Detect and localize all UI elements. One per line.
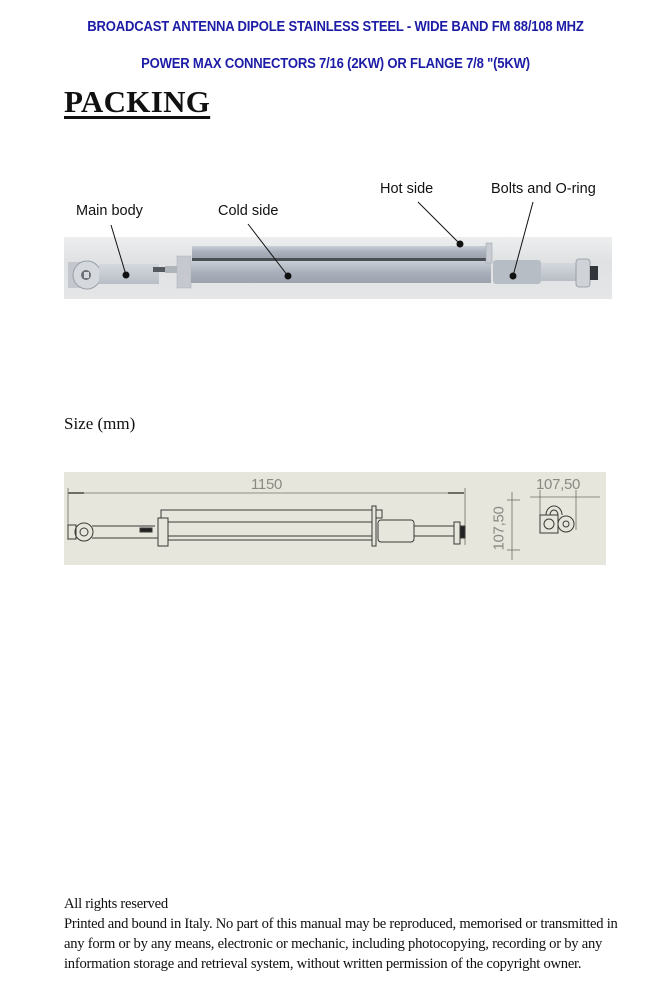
dimension-length: 1150 xyxy=(251,476,283,493)
document-title-line-2: POWER MAX CONNECTORS 7/16 (2KW) OR FLANGE 7/8 "(5KW) xyxy=(141,56,530,72)
technical-drawing xyxy=(64,472,606,565)
copyright-line-1: All rights reserved xyxy=(64,896,168,912)
callout-cold-side: Cold side xyxy=(218,203,279,219)
section-heading-packing: PACKING xyxy=(64,84,211,119)
copyright-line-4: information storage and retrieval system, without written permission of the copyright owner. xyxy=(64,956,582,972)
callout-bolts-and-oring: Bolts and O-ring xyxy=(491,181,596,197)
document-title-line-1: BROADCAST ANTENNA DIPOLE STAINLESS STEEL - WIDE BAND FM 88/108 MHZ xyxy=(87,19,584,35)
copyright-line-3: any form or by any means, electronic or mechanic, including photocopying, recording or by any xyxy=(64,936,603,952)
antenna-render-image xyxy=(64,237,612,299)
dimension-width: 107,50 xyxy=(536,476,581,493)
callout-hot-side: Hot side xyxy=(380,181,434,197)
callout-main-body: Main body xyxy=(76,203,143,219)
size-label: Size (mm) xyxy=(64,414,136,433)
dimension-height: 107,50 xyxy=(490,506,508,551)
copyright-line-2: Printed and bound in Italy. No part of this manual may be reproduced, memorised or transmitted in xyxy=(64,916,618,932)
copyright-notice xyxy=(64,894,624,974)
